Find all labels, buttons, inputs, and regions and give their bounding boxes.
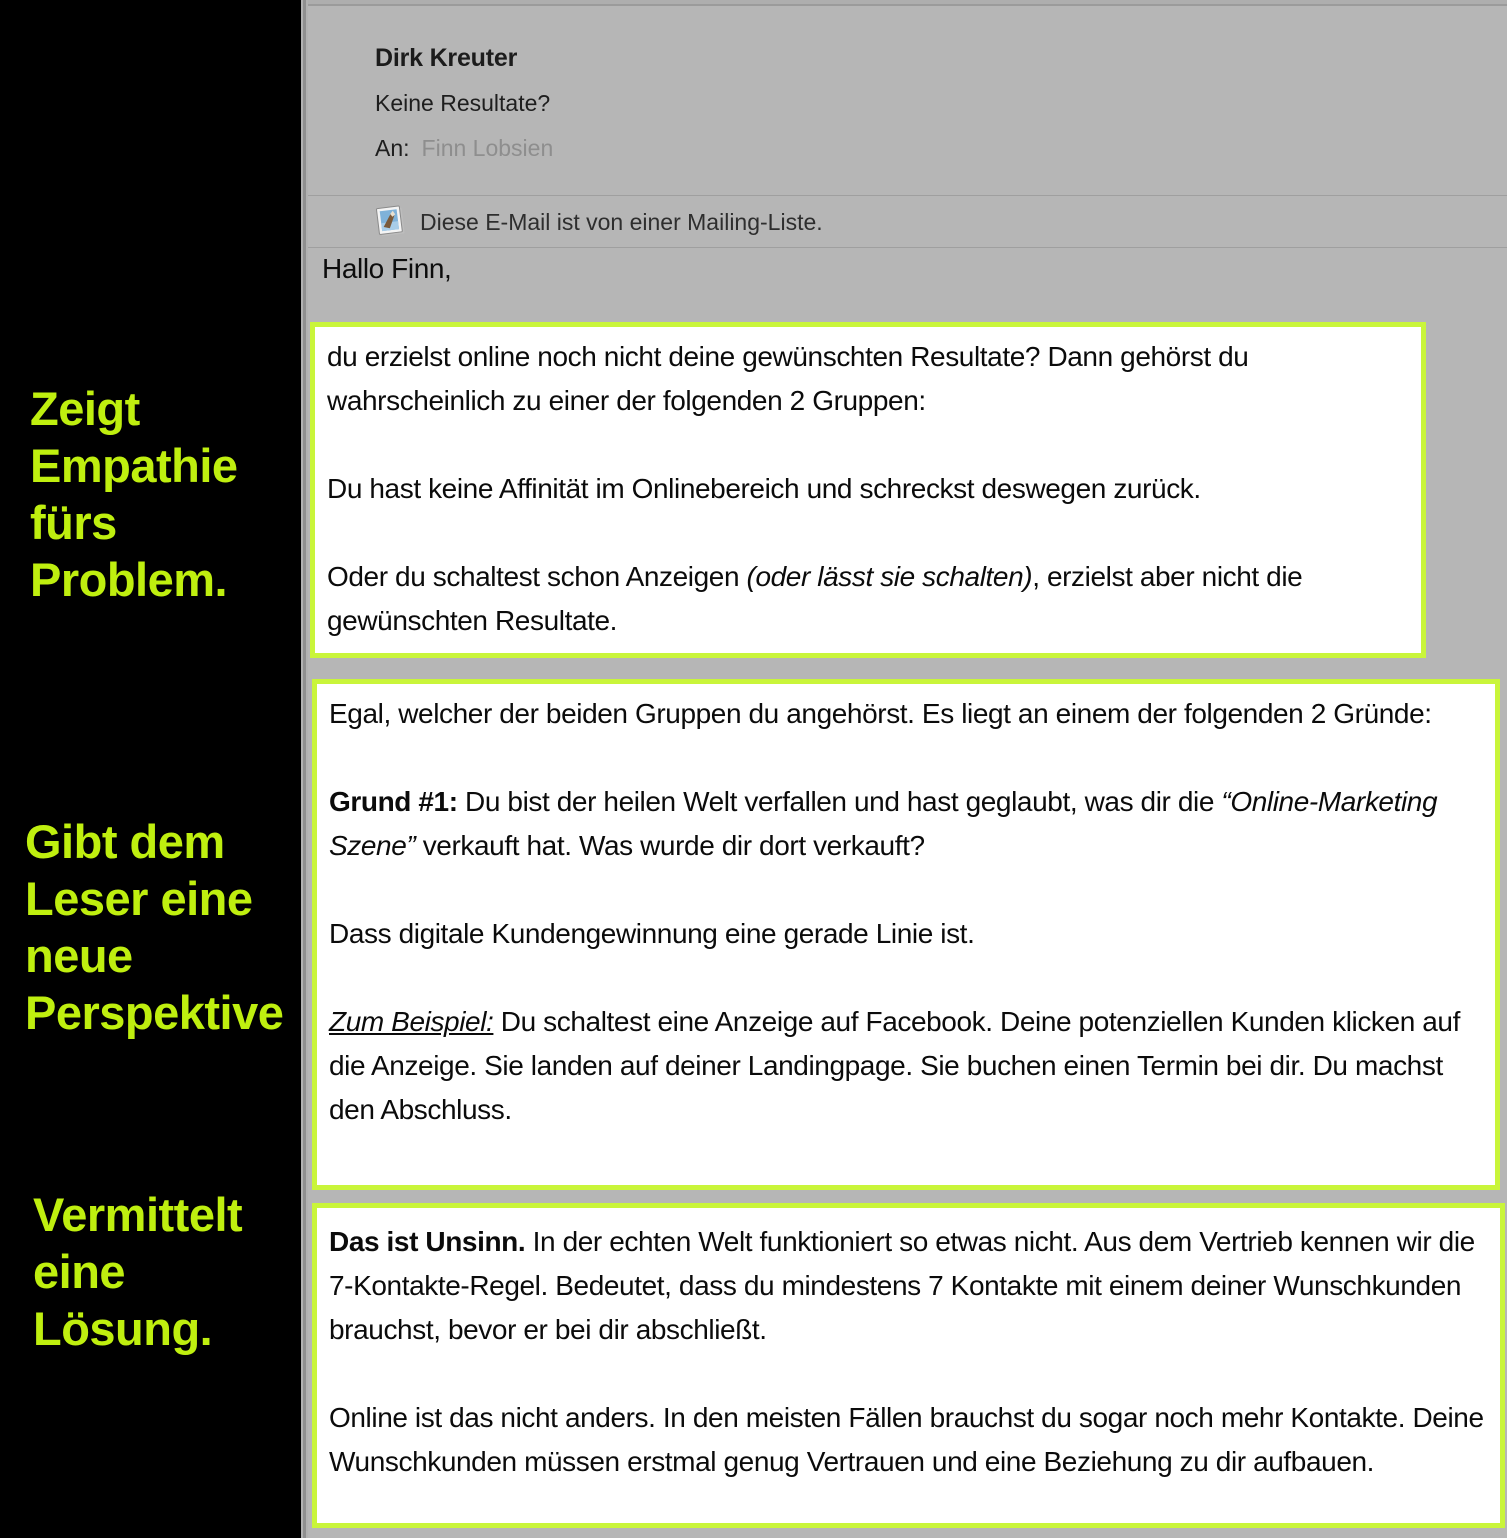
paragraph: [329, 1000, 1483, 1132]
mail-stamp-icon: [376, 204, 406, 238]
email-greeting: Hallo Finn,: [322, 253, 452, 284]
annotation-line: Lösung.: [33, 1302, 213, 1355]
window-left-divider: [301, 0, 308, 1538]
annotation-solution: [33, 1186, 242, 1357]
annotation-line: Vermittelt: [33, 1188, 243, 1241]
text-segment-bold: Grund #1:: [329, 786, 458, 817]
text-segment-italic-underline: Zum Beispiel:: [329, 1006, 494, 1037]
email-sender[interactable]: Dirk Kreuter: [375, 44, 518, 72]
to-label: An:: [375, 135, 410, 161]
text-segment: verkauft hat. Was wurde dir dort verkauft?: [415, 830, 925, 861]
mailing-list-text: Diese E-Mail ist von einer Mailing-Liste.: [420, 209, 823, 235]
annotation-line: neue: [25, 929, 133, 982]
paragraph: [327, 467, 1409, 511]
highlight-box-perspective: [312, 679, 1500, 1190]
paragraph: [327, 555, 1409, 643]
text-segment: du erzielst online noch nicht deine gewünschten Resultate? Dann gehörst du wahrscheinlich zu einer der folgenden 2 Gruppen:: [327, 341, 1249, 416]
text-segment: Online ist das nicht anders. In den meisten Fällen brauchst du sogar noch mehr Kontakte. Deine Wunschkunden müssen erstmal genug Vertrauen und eine Beziehung zu dir aufbauen.: [329, 1402, 1484, 1477]
annotation-line: Zeigt: [30, 382, 140, 435]
paragraph: [329, 1220, 1488, 1352]
annotation-line: eine: [33, 1245, 126, 1298]
email-to-row: [375, 135, 553, 162]
annotation-sidebar: [0, 0, 301, 1538]
email-subject: Keine Resultate?: [375, 90, 551, 116]
text-segment: Du schaltest eine Anzeige auf Facebook. Deine potenziellen Kunden klicken auf die Anzeige. Sie landen auf deiner Landingpage. Sie buchen einen Termin bei dir. Du machst den Abschluss.: [329, 1006, 1460, 1125]
annotation-line: fürs: [30, 496, 117, 549]
paragraph: [329, 692, 1483, 736]
annotation-perspective: [25, 813, 283, 1041]
text-segment-italic: “Online-Marketing Szene”: [329, 786, 1438, 861]
email-recipient[interactable]: Finn Lobsien: [421, 135, 554, 161]
highlight-box-solution: [312, 1203, 1505, 1528]
text-segment: Du bist der heilen Welt verfallen und hast geglaubt, was dir die: [457, 786, 1222, 817]
text-segment: In der echten Welt funktioniert so etwas nicht. Aus dem Vertrieb kennen wir die 7-Kontakte-Regel. Bedeutet, dass du mindestens 7 Kontakte mit einem deiner Wunschkunden brauchst, bevor er bei dir abschließt.: [329, 1226, 1475, 1345]
highlight-box-empathy: [310, 322, 1426, 658]
annotation-line: Empathie: [30, 439, 238, 492]
paragraph: [329, 1396, 1488, 1484]
header-divider: [308, 195, 1507, 196]
text-segment: Egal, welcher der beiden Gruppen du angehörst. Es liegt an einem der folgenden 2 Gründe:: [329, 698, 1432, 729]
text-segment: Oder du schaltest schon Anzeigen: [327, 561, 747, 592]
notice-divider: [308, 247, 1507, 248]
annotation-line: Leser eine: [25, 872, 253, 925]
annotation-empathy: [30, 380, 238, 608]
annotation-line: Gibt dem: [25, 815, 225, 868]
window-top-strip: [308, 0, 1507, 6]
text-segment-italic: (oder lässt sie schalten): [746, 561, 1033, 592]
paragraph: [327, 335, 1409, 423]
paragraph: [329, 780, 1483, 868]
annotation-line: Perspektive: [25, 986, 284, 1039]
text-segment: Dass digitale Kundengewinnung eine gerade Linie ist.: [329, 918, 975, 949]
annotation-line: Problem.: [30, 553, 228, 606]
text-segment-bold: Das ist Unsinn.: [329, 1226, 526, 1257]
paragraph: [329, 912, 1483, 956]
text-segment: Du hast keine Affinität im Onlinebereich und schreckst deswegen zurück.: [327, 473, 1201, 504]
text-segment: , erzielst aber nicht die gewünschten Resultate.: [327, 561, 1303, 636]
